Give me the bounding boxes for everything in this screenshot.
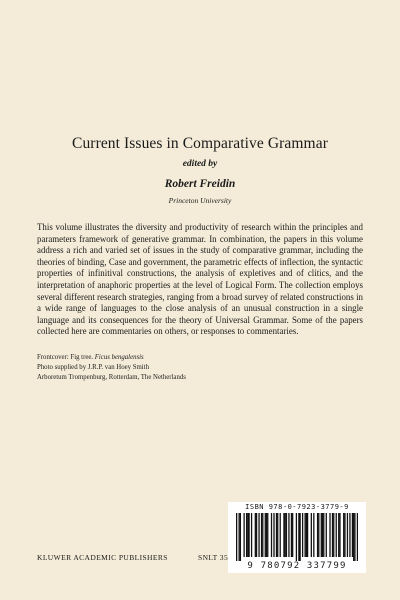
frontcover-species: Ficus bengalensis	[94, 354, 144, 361]
barcode-bar	[261, 513, 262, 557]
barcode-bar	[313, 513, 314, 557]
publisher-name: KLUWER ACADEMIC PUBLISHERS	[37, 553, 168, 562]
barcode-bar	[292, 513, 293, 557]
barcode-bar	[357, 513, 358, 561]
barcode-bar	[323, 513, 324, 557]
barcode-bar	[236, 513, 237, 561]
barcode-bar	[271, 513, 272, 557]
editor-name: Robert Freidin	[164, 178, 236, 190]
barcode-bar	[339, 513, 340, 557]
barcode-bar	[248, 513, 249, 557]
barcode-bar	[256, 513, 257, 557]
barcode-bar	[299, 513, 300, 561]
barcode-bar	[283, 513, 284, 557]
barcode-bar	[265, 513, 266, 557]
barcode-bar	[353, 513, 354, 561]
photo-credit: Photo supplied by J.R.P. van Hoey Smith	[37, 363, 149, 371]
barcode-bar	[354, 513, 355, 561]
barcode-number: 9 780792 337799	[247, 561, 347, 571]
barcode-bar	[273, 513, 274, 557]
barcode-bar	[322, 513, 323, 557]
series-label: SNLT 35	[198, 553, 229, 562]
barcode-bar	[267, 513, 268, 557]
barcode-bar	[288, 513, 289, 557]
book-title: Current Issues in Comparative Grammar	[72, 135, 328, 152]
barcode-bar	[298, 513, 299, 561]
barcode-bar	[280, 513, 281, 557]
frontcover-credit-prefix: Frontcover: Fig tree.	[37, 354, 95, 361]
barcode-bar	[321, 513, 322, 557]
barcode-bar	[306, 513, 307, 557]
barcode-bar	[302, 513, 303, 557]
barcode-bar	[336, 513, 337, 557]
barcode-bar	[247, 513, 248, 557]
isbn-label: ISBN 978-0-7923-3779-9	[245, 503, 349, 511]
barcode-bar	[347, 513, 348, 557]
barcode-bar	[276, 513, 277, 557]
book-description: This volume illustrates the diversity and productivity of research within the principles and parameters framework of generative grammar. In combination, the papers in this volume address a rich and varied set of issues in the study of comparative grammar, including the theories of binding, Case and government, the parametric effects of inflection, the syntactic properties of infinitival constructions, the analysis of expletives and of clitics, and the interpretation of anaphoric properties at the level of Logical Form. The collection employs several different research strategies, ranging from a broad survey of related constructions in a wide range of languages to the close analysis of an unusual construction in a single language and its consequences for the theory of Universal Grammar. Some of the papers collected here are commentaries on others, or responses to commentaries.	[37, 222, 363, 337]
barcode-bar	[317, 513, 318, 557]
editor-affiliation: Princeton University	[168, 196, 232, 205]
barcode-bar	[304, 513, 305, 557]
barcode-bar	[296, 513, 297, 561]
isbn-barcode	[228, 502, 366, 573]
barcode-bar	[307, 513, 308, 557]
barcode-bar	[326, 513, 327, 557]
barcode-bar	[266, 513, 267, 557]
barcode-bar	[318, 513, 319, 557]
barcode-bar	[338, 513, 339, 557]
barcode-bar	[246, 513, 247, 557]
barcode-bar	[251, 513, 252, 557]
barcode-bar	[238, 513, 239, 561]
barcode-image	[236, 513, 358, 561]
barcode-bar	[291, 513, 292, 557]
barcode-bar	[343, 513, 344, 557]
barcode-bar	[258, 513, 259, 557]
barcode-bar	[286, 513, 287, 557]
barcode-bar	[349, 513, 350, 557]
edited-by-label: edited by	[182, 159, 218, 169]
barcode-bar	[255, 513, 256, 557]
barcode-bar	[352, 513, 353, 557]
barcode-bar	[243, 513, 244, 557]
frontcover-credit	[37, 353, 363, 363]
barcode-bar	[240, 513, 241, 561]
photo-location: Arboretum Trompenburg, Rotterdam, The Netherlands	[37, 373, 186, 381]
cover-credits	[37, 353, 363, 382]
barcode-bar	[329, 513, 330, 557]
barcode-bar	[285, 513, 286, 557]
barcode-bar	[333, 513, 334, 557]
barcode-bar	[311, 513, 312, 557]
barcode-bar	[344, 513, 345, 557]
barcode-bar	[262, 513, 263, 557]
barcode-bar	[277, 513, 278, 557]
barcode-bar	[332, 513, 333, 557]
